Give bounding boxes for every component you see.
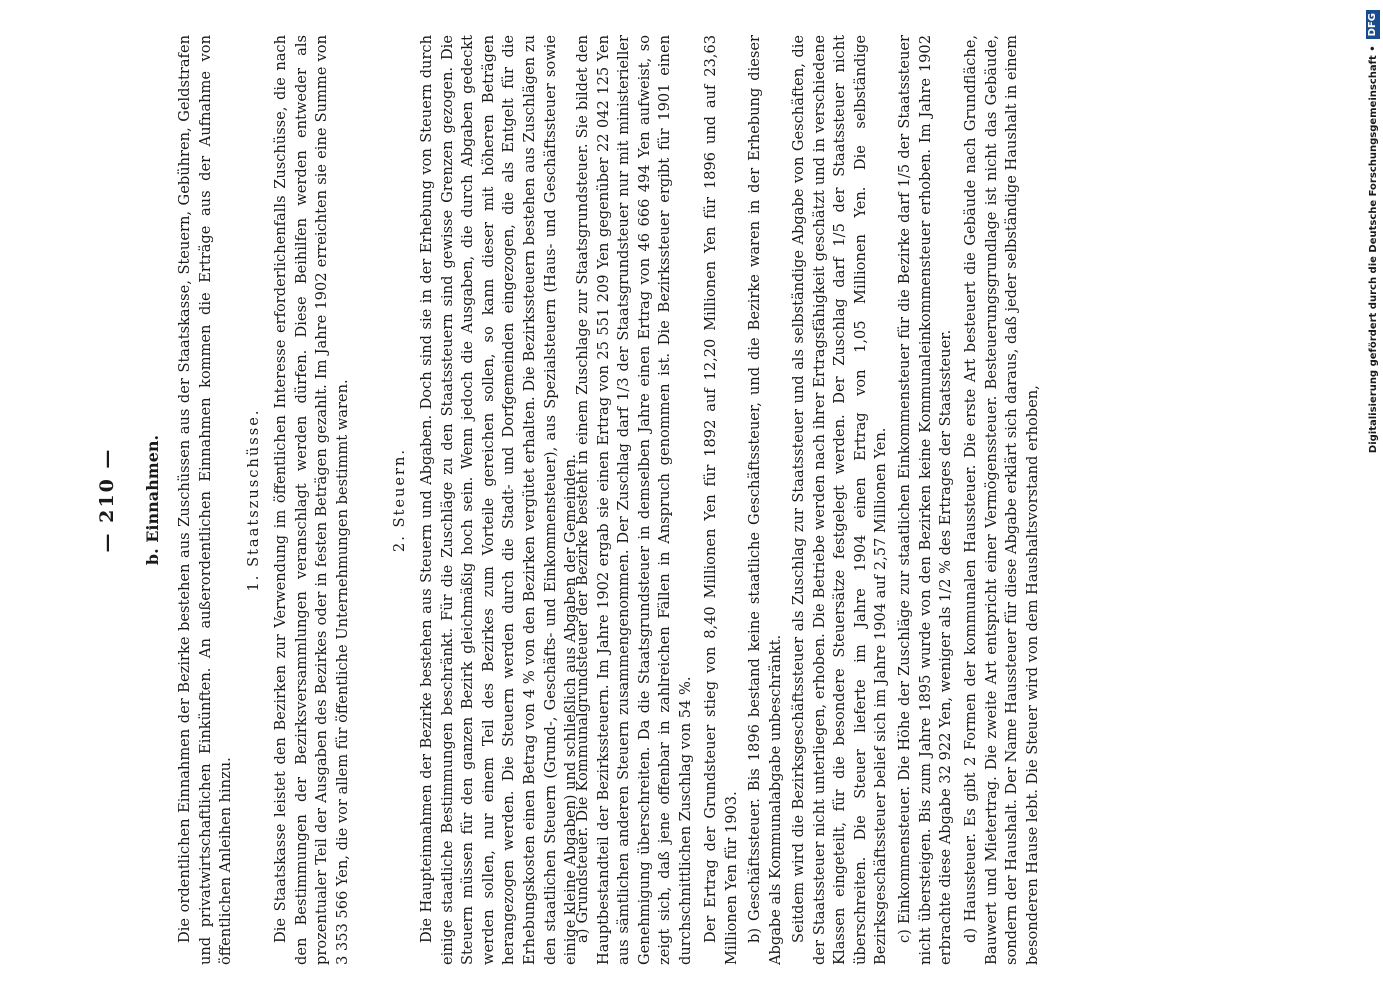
subheading-steuern: 2. Steuern. bbox=[391, 447, 408, 553]
paragraph-grundsteuer: a) Grundsteuer. Die Kommunalgrundsteuer der Bezirke besteht in einem Zuschlage zur Staatsgrundsteuer. Sie bildet den Hauptbestandteil der Bezirkssteuern. Im Jahre 1902 ergab sie einen Ertrag von 25 551 209 Yen gegenüber 22 042 125 Yen aus sämtlichen anderen Steuern zusammengenommen. Der Zuschlag darf 1/3 der Staatsgrundsteuer nur mit ministerieller Genehmigung überschreiten. Da die Staatsgrundsteuer in demselben Jahre einen Ertrag von 46 666 494 Yen aufweist, so zeigt sich, daß jene offenbar in zahlreichen Fällen in Anspruch genommen ist. Die Bezirkssteuer ergibt für 1901 einen durchschnittlichen Zuschlag von 54 %. bbox=[574, 35, 694, 965]
document-page bbox=[95, 35, 1041, 965]
subheading-staatszuschuesse: 1. Staatszuschüsse. bbox=[245, 408, 262, 592]
digitization-footer bbox=[1362, 10, 1383, 1000]
paragraph-steuern: Die Haupteinnahmen der Bezirke bestehen aus Steuern und Abgaben. Doch sind sie in der Erhebung von Steuern durch einige staatliche Bestimmungen beschränkt. Für die Zuschläge zu den Staatssteuern sind gewisse Grenzen gezogen. Die Steuern müssen für den ganzen Bezirk gleichmäßig hoch sein. Wenn jedoch die Ausgaben, die durch Abgaben gedeckt werden sollen, nur einem Teil des Bezirkes zum Vorteile gereichen sollen, so kann dieser mit höheren Beträgen herangezogen werden. Die Steuern werden durch die Stadt- und Dorfgemeinden eingezogen, die als Entgelt für die Erhebungskosten einen Betrag von 4 % von den Bezirken vergütet erhalten. Die Bezirkssteuern bestehen aus Zuschlägen zu den staatlichen Steuern (Grund-, Geschäfts- und Einkommensteuer), aus Spezialsteuern (Haus- und Geschäftssteuer sowie einige kleine Abgaben) und schließlich aus Abgaben der Gemeinden. bbox=[418, 35, 580, 965]
dfg-logo: DFG bbox=[1366, 10, 1380, 39]
paragraph-einkommensteuer: c) Einkommensteuer. Die Höhe der Zuschläge zur staatlichen Einkommensteuer für die Bezirke darf 1/5 der Staatssteuer nicht übersteigen. Bis zum Jahre 1895 wurde von den Bezirken keine Kommunaleinkommensteuer erhoben. Im Jahre 1902 erbrachte diese Abgabe 32 922 Yen, weniger als 1/2 % des Ertrages der Staatssteuer. bbox=[896, 35, 955, 965]
section-heading: b. Einnahmen. bbox=[143, 434, 162, 566]
page-number: — 210 — bbox=[96, 447, 118, 553]
paragraph-staatszuschuesse: Die Staatskasse leistet den Bezirken zur Verwendung im öffentlichen Interesse erforderlichenfalls Zuschüsse, die nach den Bestimmungen der Bezirksversammlungen veranschlagt werden dürfen. Diese Beihilfen werden entweder als prozentualer Teil der Ausgaben des Bezirkes oder in festen Beträgen gezahlt. Im Jahre 1902 erreichten sie eine Summe von 3 353 566 Yen, die vor allem für öffentliche Unternehmungen bestimmt waren. bbox=[272, 35, 351, 965]
paragraph-geschaeftssteuer: b) Geschäftssteuer. Bis 1896 bestand keine staatliche Geschäftssteuer, und die Bezirke waren in der Erhebung dieser Abgabe als Kommunalabgabe unbeschränkt. bbox=[746, 35, 784, 965]
paragraph-grundsteuer-ertrag: Der Ertrag der Grundsteuer stieg von 8,40 Millionen Yen für 1892 auf 12,20 Millionen Yen für 1896 und auf 23,63 Millionen Yen für 1903. bbox=[702, 35, 740, 965]
paragraph-haussteuer: d) Haussteuer. Es gibt 2 Formen der kommunalen Haussteuer. Die erste Art besteuert die Gebäude nach Grundfläche, Bauwert und Mietertrag. Die zweite Art entspricht einer Vermögenssteuer. Besteuerungsgrundlage ist nicht das Gebäude, sondern der Haushalt. Der Name Haussteuer für diese Abgabe erklärt sich daraus, daß jeder selbständige Haushalt in einem besonderen Hause lebt. Die Steuer wird von dem Haushaltsvorstand erhoben, bbox=[962, 35, 1041, 965]
intro-paragraph: Die ordentlichen Einnahmen der Bezirke bestehen aus Zuschüssen aus der Staatskasse, Steuern, Gebühren, Geldstrafen und privatwirtschaftlichen Einkünften. An außerordentlichen Einnahmen kommen die Erträge aus der Aufnahme von öffentlichen Anleihen hinzu. bbox=[176, 35, 235, 965]
footer-text: Digitalisierung gefördert durch die Deutsche Forschungsgemeinschaft • bbox=[1367, 45, 1379, 454]
paragraph-geschaeftssteuer-detail: Seitdem wird die Bezirksgeschäftssteuer als Zuschlag zur Staatssteuer und als selbständige Abgabe von Geschäften, die der Staatssteuer nicht unterliegen, erhoben. Die Betriebe werden nach ihrer Ertragsfähigkeit geschätzt und in verschiedene Klassen eingeteilt, für die besondere Steuersätze festgelegt werden. Der Zuschlag darf 1/5 der Staatssteuer nicht überschreiten. Die Steuer lieferte im Jahre 1904 einen Ertrag von 1,05 Millionen Yen. Die selbständige Bezirksgeschäftssteuer belief sich im Jahre 1904 auf 2,57 Millionen Yen. bbox=[790, 35, 890, 965]
